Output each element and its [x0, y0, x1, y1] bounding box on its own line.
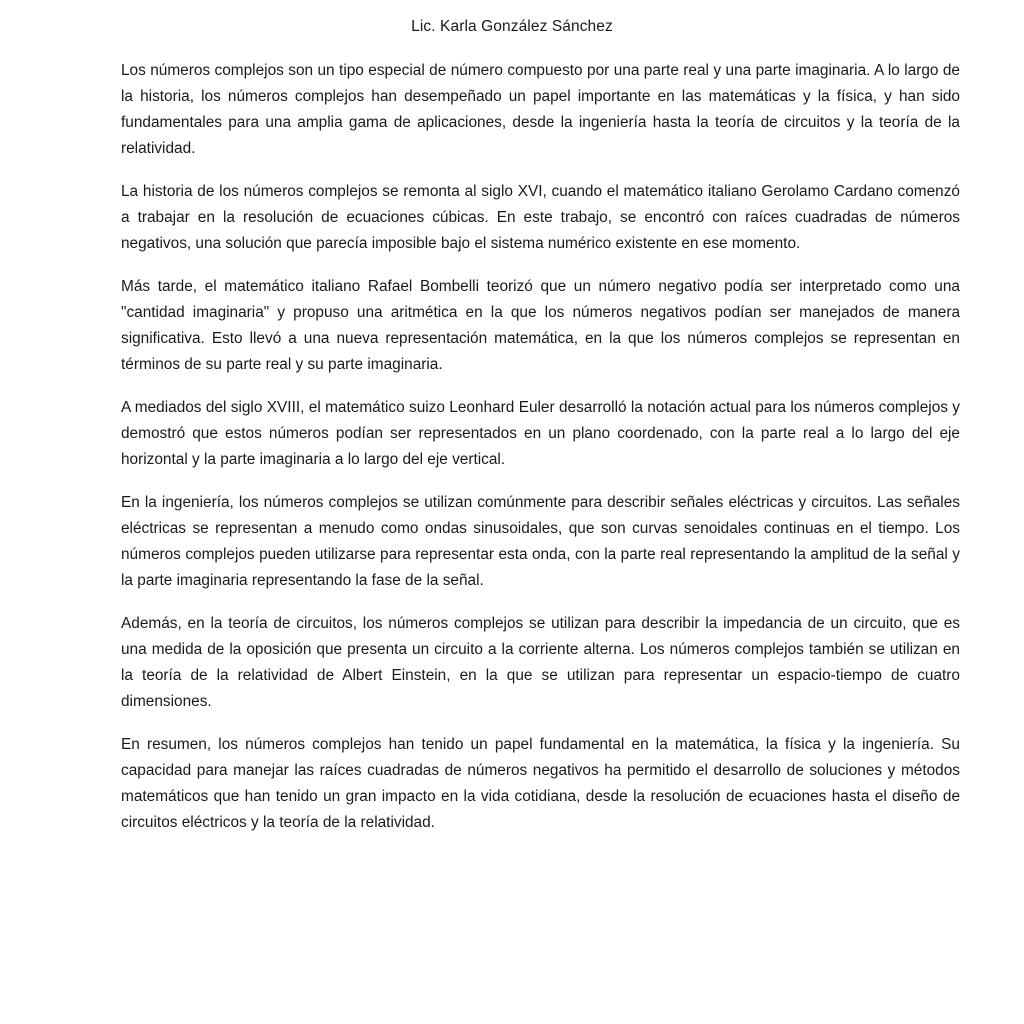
author-header: Lic. Karla González Sánchez	[411, 18, 613, 35]
paragraph-4: A mediados del siglo XVIII, el matemático suizo Leonhard Euler desarrolló la notación actual para los números complejos y demostró que estos números podían ser representados en un plano coordenado, con la parte real a lo largo del eje horizontal y la parte imaginaria a lo largo del eje vertical.	[121, 399, 960, 468]
paragraph-7: En resumen, los números complejos han tenido un papel fundamental en la matemática, la física y la ingeniería. Su capacidad para manejar las raíces cuadradas de números negativos ha permitido el desarrollo de soluciones y métodos matemáticos que han tenido un gran impacto en la vida cotidiana, desde la resolución de ecuaciones hasta el diseño de circuitos eléctricos y la teoría de la relatividad.	[121, 736, 960, 831]
paragraph-2: La historia de los números complejos se remonta al siglo XVI, cuando el matemático italiano Gerolamo Cardano comenzó a trabajar en la resolución de ecuaciones cúbicas. En este trabajo, se encontró con raíces cuadradas de números negativos, una solución que parecía imposible bajo el sistema numérico existente en ese momento.	[121, 183, 960, 252]
paragraph-6: Además, en la teoría de circuitos, los números complejos se utilizan para describir la impedancia de un circuito, que es una medida de la oposición que presenta un circuito a la corriente alterna. Los números complejos también se utilizan en la teoría de la relatividad de Albert Einstein, en la que se utilizan para representar un espacio-tiempo de cuatro dimensiones.	[121, 615, 960, 710]
paragraph-5: En la ingeniería, los números complejos se utilizan comúnmente para describir señales eléctricas y circuitos. Las señales eléctricas se representan a menudo como ondas sinusoidales, que son curvas senoidales continuas en el tiempo. Los números complejos pueden utilizarse para representar esta onda, con la parte real representando la amplitud de la señal y la parte imaginaria representando la fase de la señal.	[121, 494, 960, 589]
document-body	[121, 58, 960, 853]
paragraph-3: Más tarde, el matemático italiano Rafael Bombelli teorizó que un número negativo podía ser interpretado como una "cantidad imaginaria" y propuso una aritmética en la que los números negativos podían ser manejados de manera significativa. Esto llevó a una nueva representación matemática, en la que los números complejos se representan en términos de su parte real y su parte imaginaria.	[121, 278, 960, 373]
paragraph-1: Los números complejos son un tipo especial de número compuesto por una parte real y una parte imaginaria. A lo largo de la historia, los números complejos han desempeñado un papel importante en las matemáticas y la física, y han sido fundamentales para una amplia gama de aplicaciones, desde la ingeniería hasta la teoría de circuitos y la teoría de la relatividad.	[121, 62, 960, 157]
